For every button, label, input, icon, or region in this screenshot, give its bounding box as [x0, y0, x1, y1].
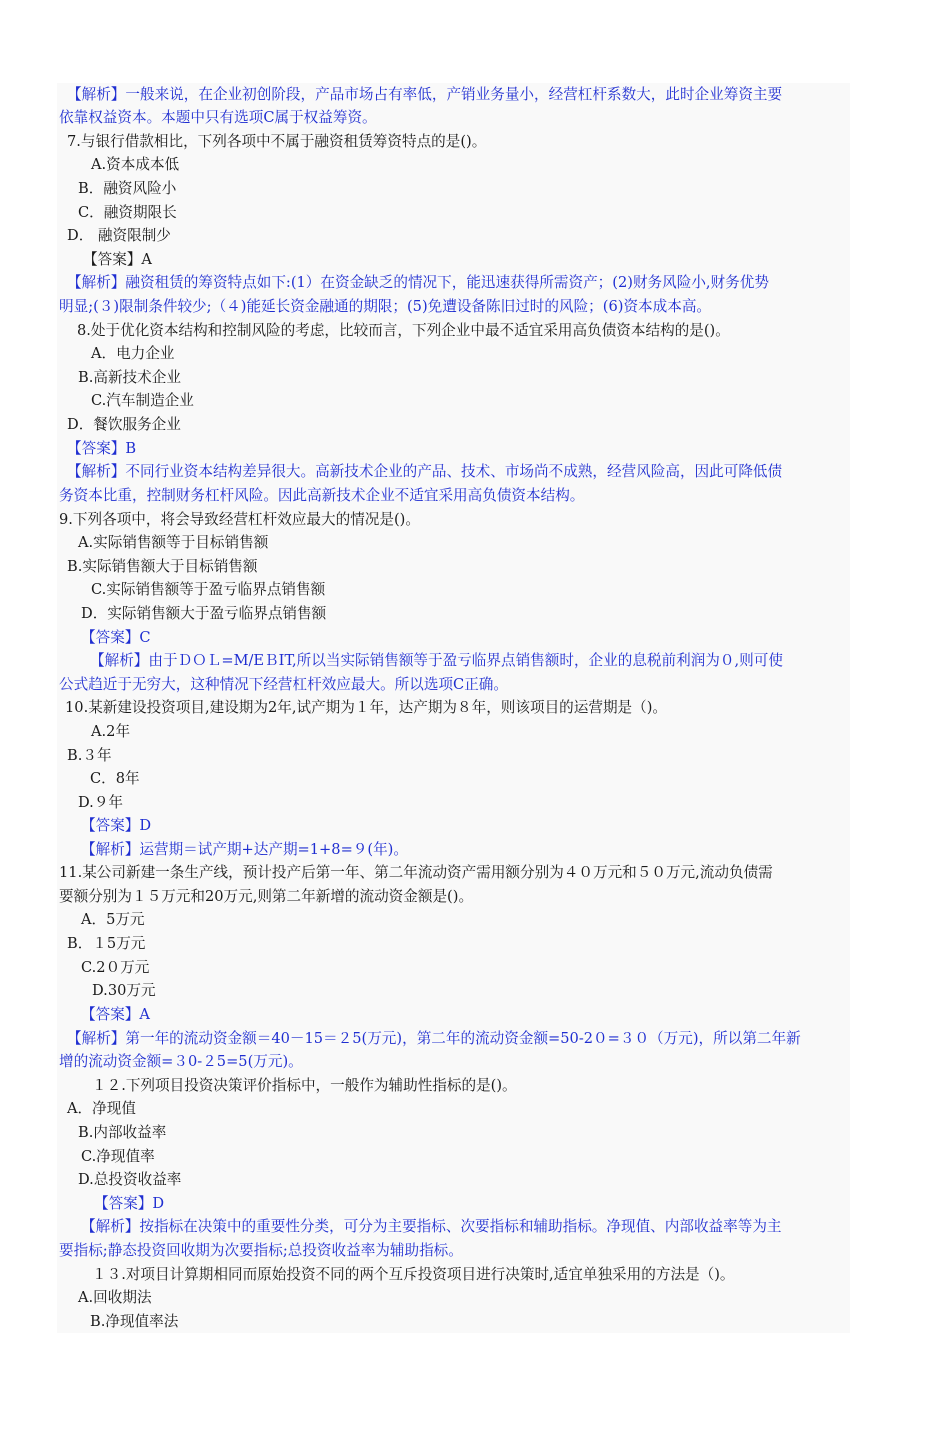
- document-line: A．5万元: [81, 911, 145, 928]
- document-line: B.净现值率法: [90, 1313, 179, 1330]
- document-line: 【解析】不同行业资本结构差异很大。高新技术企业的产品、技术、市场尚不成熟，经营风险高，因此可降低债: [67, 463, 783, 480]
- document-line: B．融资风险小: [78, 180, 177, 197]
- document-line: B.３年: [67, 747, 112, 764]
- document-line: 【解析】一般来说，在企业初创阶段，产品市场占有率低，产销业务量小，经营杠杆系数大，此时企业筹资主要: [67, 86, 783, 103]
- document-line: 7.与银行借款相比，下列各项中不属于融资租赁筹资特点的是()。: [67, 133, 487, 150]
- document-line: 依靠权益资本。本题中只有选项C属于权益筹资。: [59, 109, 377, 126]
- document-line: A.实际销售额等于目标销售额: [78, 534, 269, 551]
- document-line: D．实际销售额大于盈亏临界点销售额: [81, 605, 327, 622]
- document-line: 公式趋近于无穷大，这种情况下经营杠杆效应最大。所以选项C正确。: [59, 676, 508, 693]
- document-line: 【解析】由于ＤＯＬ=M/EＢIT,所以当实际销售额等于盈亏临界点销售额时，企业的息税前利润为０,则可使: [90, 652, 783, 669]
- document-line: １２.下列项目投资决策评价指标中，一般作为辅助性指标的是()。: [92, 1077, 517, 1094]
- document-line: D.９年: [78, 794, 124, 811]
- document-line: 11.某公司新建一条生产线，预计投产后第一年、第二年流动资产需用额分别为４０万元和５０万元,流动负债需: [59, 864, 773, 881]
- document-line: C.净现值率: [81, 1148, 155, 1165]
- document-line: A．净现值: [67, 1100, 136, 1117]
- document-line: 【解析】融资租赁的筹资特点如下:(1）在资金缺乏的情况下，能迅速获得所需资产；(2)财务风险小,财务优势: [67, 274, 769, 291]
- document-line: 【答案】D: [94, 1195, 165, 1212]
- document-line: 8.处于优化资本结构和控制风险的考虑，比较而言，下列企业中最不适宜采用高负债资本结构的是()。: [77, 322, 730, 339]
- document-line: 要指标;静态投资回收期为次要指标;总投资收益率为辅助指标。: [59, 1242, 463, 1259]
- document-line: 【解析】按指标在决策中的重要性分类，可分为主要指标、次要指标和辅助指标。净现值、内部收益率等为主: [81, 1218, 782, 1235]
- document-line: 【答案】A: [81, 1006, 150, 1023]
- document-line: D．餐饮服务企业: [67, 416, 181, 433]
- document-line: 9.下列各项中，将会导致经营杠杆效应最大的情况是()。: [59, 511, 420, 528]
- document-line: 【答案】A: [83, 251, 152, 268]
- document-page: [57, 83, 850, 1333]
- document-line: B.内部收益率: [78, 1124, 167, 1141]
- document-line: B.实际销售额大于目标销售额: [67, 558, 258, 575]
- document-line: 【答案】C: [81, 629, 151, 646]
- document-line: 10.某新建设投资项目,建设期为2年,试产期为１年，达产期为８年，则该项目的运营期是（)。: [65, 699, 668, 716]
- document-line: 明显;(３)限制条件较少;（４)能延长资金融通的期限；(5)免遭设备陈旧过时的风险；(6)资本成本高。: [59, 298, 712, 315]
- document-line: D． 融资限制少: [67, 227, 171, 244]
- document-line: C.实际销售额等于盈亏临界点销售额: [91, 581, 326, 598]
- document-line: C．融资期限长: [78, 204, 177, 221]
- document-line: １３.对项目计算期相同而原始投资不同的两个互斥投资项目进行决策时,适宜单独采用的方法是（)。: [92, 1266, 735, 1283]
- document-line: A.回收期法: [78, 1289, 152, 1306]
- document-line: C．8年: [90, 770, 140, 787]
- document-line: B．１5万元: [67, 935, 146, 952]
- document-line: A.资本成本低: [91, 156, 180, 173]
- document-line: 增的流动资金额=３0-２5=5(万元)。: [59, 1053, 303, 1070]
- document-line: A．电力企业: [91, 345, 175, 362]
- document-line: C.汽车制造企业: [91, 392, 194, 409]
- document-line: D.总投资收益率: [78, 1171, 182, 1188]
- document-line: 务资本比重，控制财务杠杆风险。因此高新技术企业不适宜采用高负债资本结构。: [59, 487, 585, 504]
- document-line: 【答案】B: [67, 440, 137, 457]
- document-line: 【解析】第一年的流动资金额＝40－15＝２5(万元)，第二年的流动资金额=50-2０=３０（万元)，所以第二年新: [67, 1030, 801, 1047]
- document-line: D.30万元: [92, 982, 156, 999]
- document-line: C.2０万元: [81, 959, 150, 976]
- document-line: B.高新技术企业: [78, 369, 181, 386]
- document-line: 【解析】运营期＝试产期+达产期=1+8=９(年)。: [81, 841, 408, 858]
- document-line: 要额分别为１５万元和20万元,则第二年新增的流动资金额是()。: [59, 888, 474, 905]
- document-line: A.2年: [91, 723, 131, 740]
- document-line: 【答案】D: [81, 817, 152, 834]
